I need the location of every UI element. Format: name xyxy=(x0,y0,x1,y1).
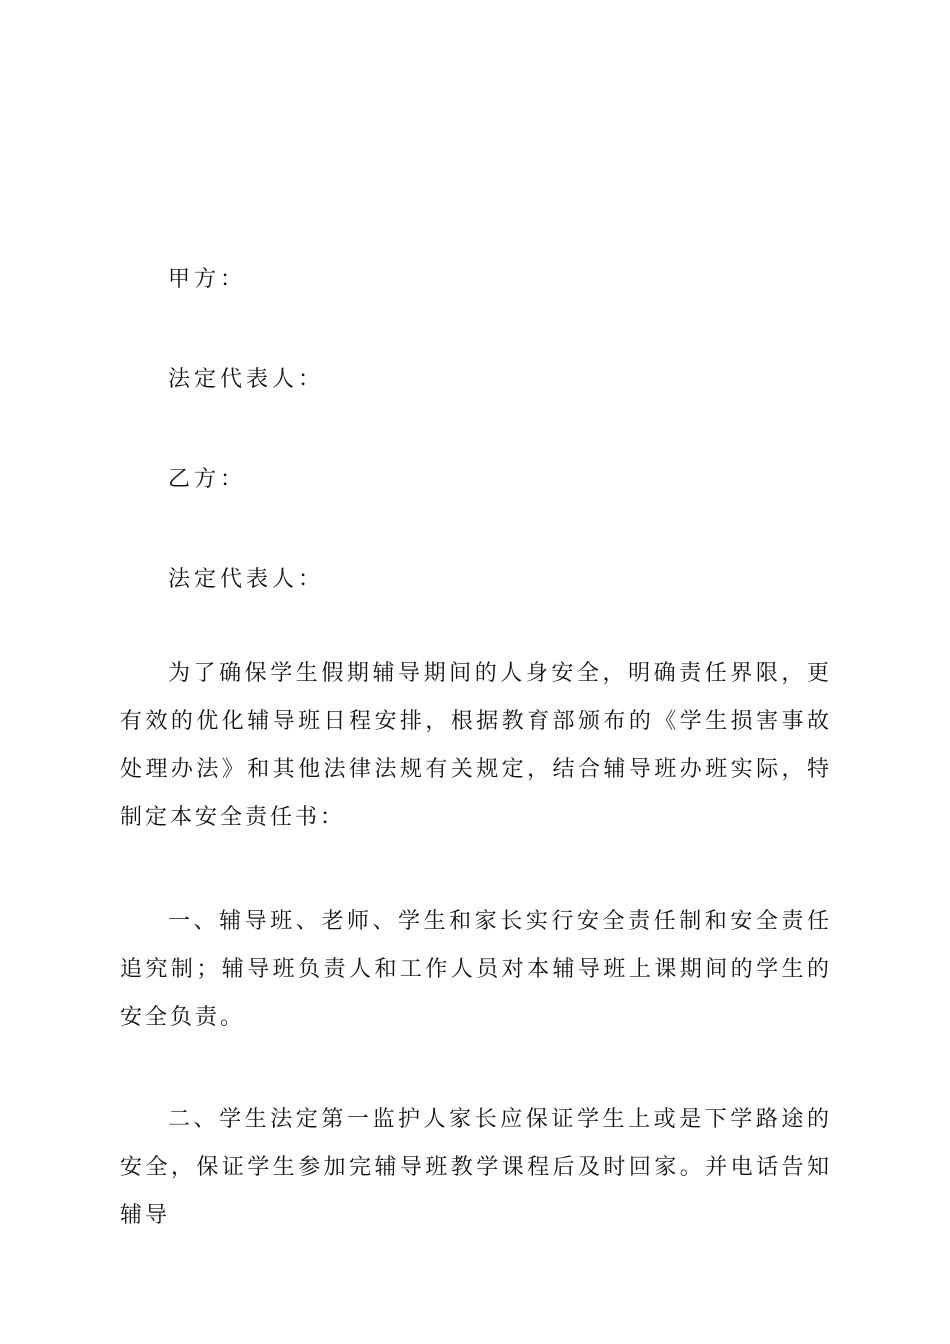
intro-paragraph: 为了确保学生假期辅导期间的人身安全，明确责任界限，更有效的优化辅导班日程安排，根据教育部颁布的《学生损害事故处理办法》和其他法律法规有关规定，结合辅导班办班实际，特制定本安全责任书： xyxy=(120,661,832,830)
party-b-label: 乙方： xyxy=(168,467,247,492)
clause-one-paragraph: 一、辅导班、老师、学生和家长实行安全责任制和安全责任追究制；辅导班负责人和工作人员对本辅导班上课期间的学生的安全负责。 xyxy=(120,909,832,1030)
party-b-representative-label: 法定代表人： xyxy=(168,567,325,592)
party-a-representative-label: 法定代表人： xyxy=(168,367,325,392)
party-a-label: 甲方： xyxy=(168,267,247,292)
clause-two-paragraph: 二、学生法定第一监护人家长应保证学生上或是下学路途的安全，保证学生参加完辅导班教学课程后及时回家。并电话告知辅导 xyxy=(120,1107,832,1228)
